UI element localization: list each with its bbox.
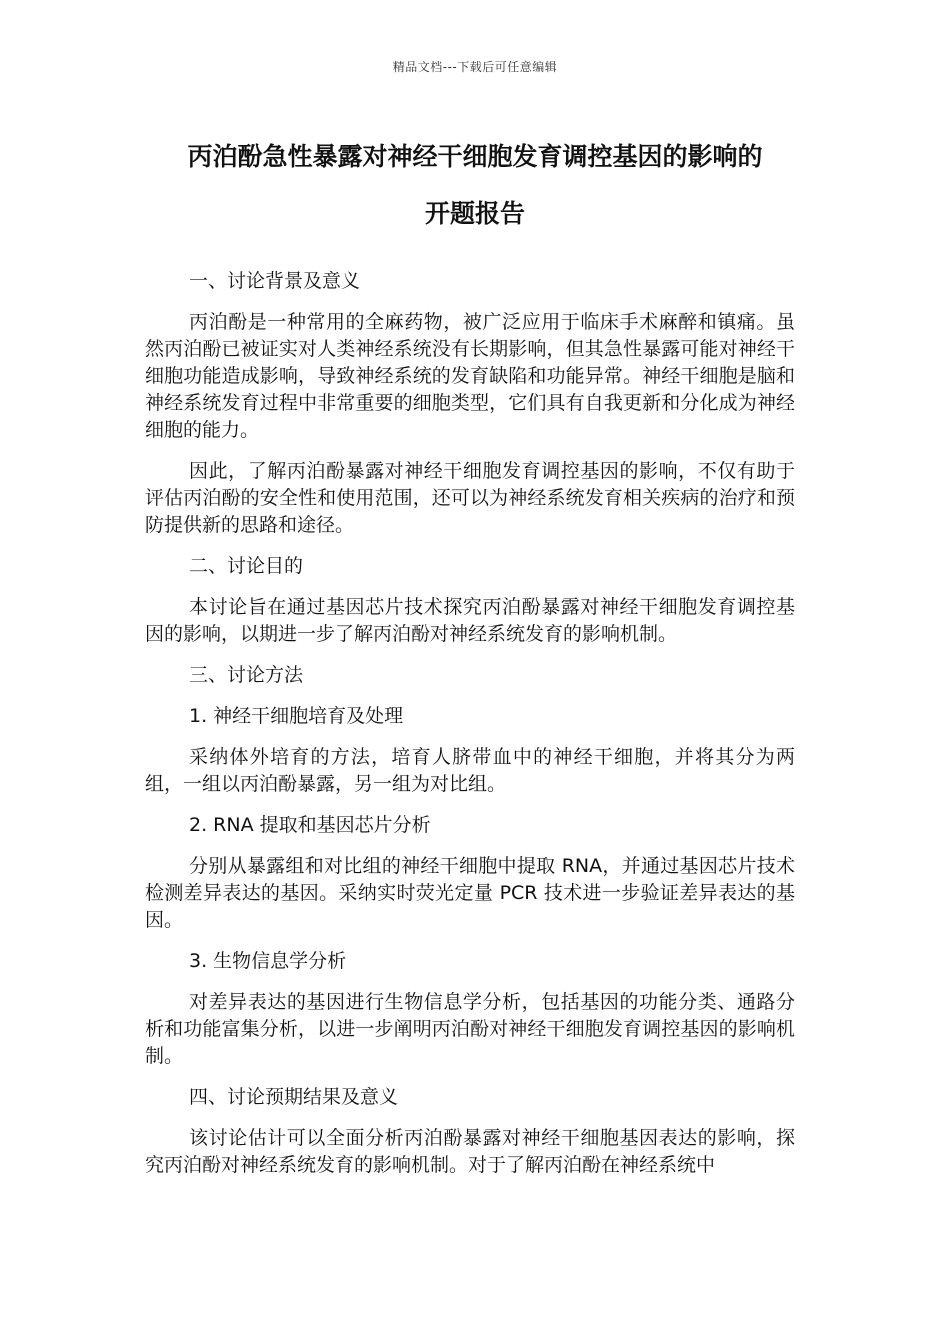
paragraph-rna-analysis: 分别从暴露组和对比组的神经干细胞中提取 RNA，并通过基因芯片技术检测差异表达的基因。采纳实时荧光定量 PCR 技术进一步验证差异表达的基因。 bbox=[145, 855, 795, 931]
title-line-2: 开题报告 bbox=[424, 199, 525, 228]
paragraph-bioinformatics: 对差异表达的基因进行生物信息学分析，包括基因的功能分类、通路分析和功能富集分析，以进一步阐明丙泊酚对神经干细胞发育调控基因的影响机制。 bbox=[145, 991, 795, 1067]
document-title bbox=[140, 128, 810, 242]
section-heading-background: 一、讨论背景及意义 bbox=[189, 270, 361, 292]
document-body bbox=[145, 268, 795, 1193]
section-heading-expected-results: 四、讨论预期结果及意义 bbox=[189, 1086, 399, 1108]
paragraph-cell-culture: 采纳体外培育的方法，培育人脐带血中的神经干细胞，并将其分为两组，一组以丙泊酚暴露，另一组为对比组。 bbox=[145, 746, 795, 795]
paragraph-background-2: 因此，了解丙泊酚暴露对神经干细胞发育调控基因的影响，不仅有助于评估丙泊酚的安全性和使用范围，还可以为神经系统发育相关疾病的治疗和预防提供新的思路和途径。 bbox=[145, 460, 795, 536]
subsection-heading-bioinformatics: 3. 生物信息学分析 bbox=[189, 950, 347, 972]
title-line-1: 丙泊酚急性暴露对神经干细胞发育调控基因的影响的 bbox=[187, 142, 763, 171]
paragraph-purpose: 本讨论旨在通过基因芯片技术探究丙泊酚暴露对神经干细胞发育调控基因的影响，以期进一步了解丙泊酚对神经系统发育的影响机制。 bbox=[145, 596, 795, 645]
page-header: 精品文档---下载后可任意编辑 bbox=[392, 60, 558, 74]
paragraph-expected-results: 该讨论估计可以全面分析丙泊酚暴露对神经干细胞基因表达的影响，探究丙泊酚对神经系统发育的影响机制。对于了解丙泊酚在神经系统中 bbox=[145, 1127, 795, 1176]
section-heading-purpose: 二、讨论目的 bbox=[189, 555, 304, 577]
subsection-heading-cell-culture: 1. 神经干细胞培育及处理 bbox=[189, 705, 404, 727]
subsection-heading-rna-analysis: 2. RNA 提取和基因芯片分析 bbox=[189, 814, 431, 836]
paragraph-background-1: 丙泊酚是一种常用的全麻药物，被广泛应用于临床手术麻醉和镇痛。虽然丙泊酚已被证实对人类神经系统没有长期影响，但其急性暴露可能对神经干细胞功能造成影响，导致神经系统的发育缺陷和功能异常。神经干细胞是脑和神经系统发育过程中非常重要的细胞类型，它们具有自我更新和分化成为神经细胞的能力。 bbox=[145, 311, 795, 441]
section-heading-methods: 三、讨论方法 bbox=[189, 664, 304, 686]
